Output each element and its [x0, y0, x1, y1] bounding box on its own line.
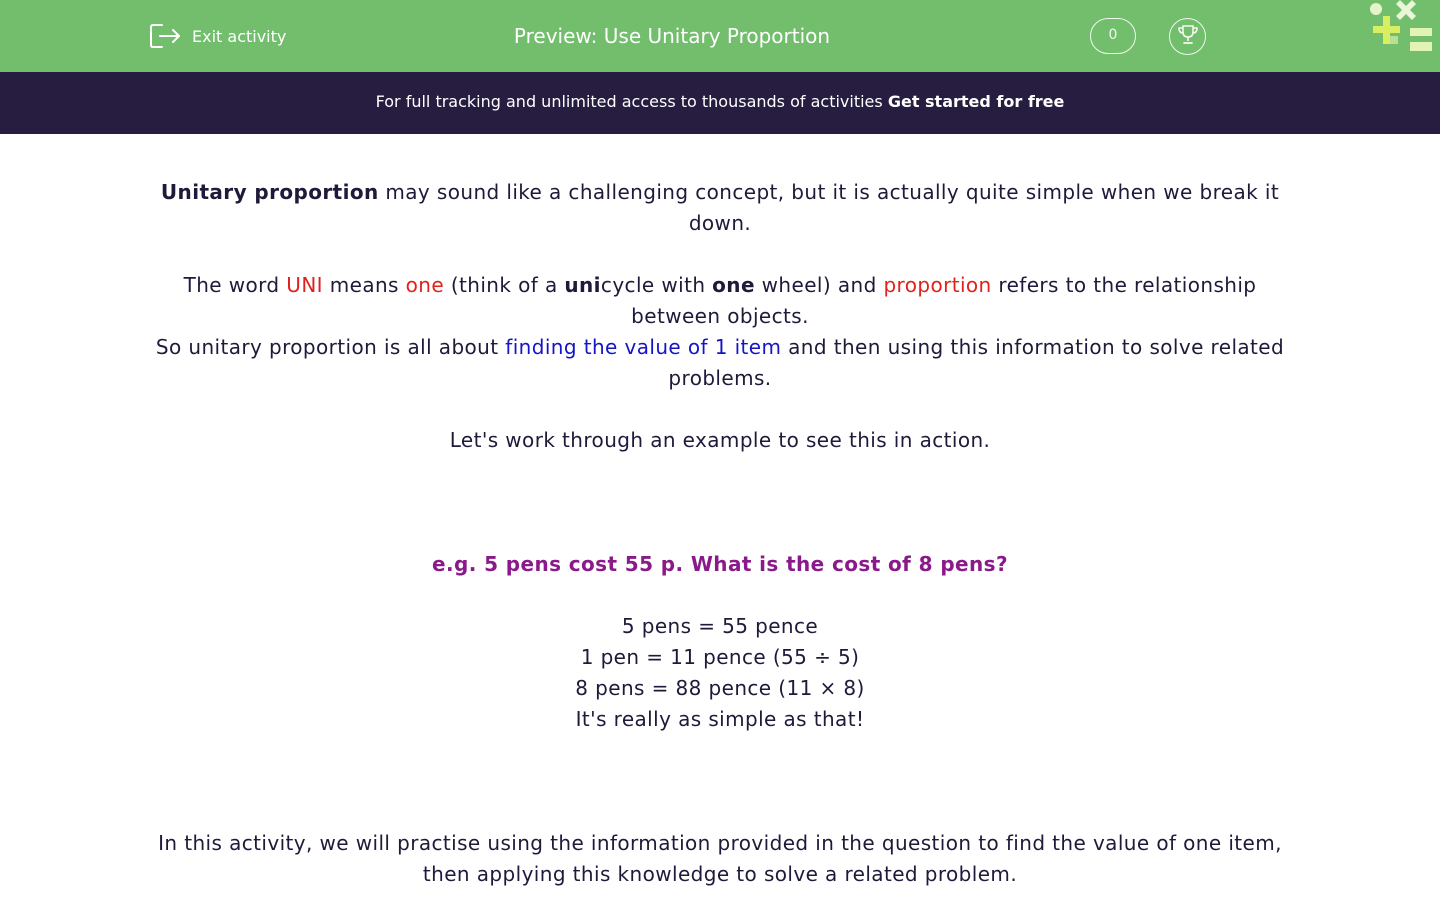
lesson-content — [150, 177, 1290, 890]
uni-explanation: The word UNI means one (think of a unicycle with one wheel) and proportion refers to the relationship between objects. — [183, 273, 1257, 328]
working-line-1: 5 pens = 55 pence — [621, 614, 819, 638]
activity-description: In this activity, we will practise using the information provided in the question to find the value of one item, then applying this knowledge to solve a related problem. — [158, 831, 1282, 886]
page-title: Preview: Use Unitary Proportion — [513, 24, 831, 48]
get-started-link[interactable]: Get started for free — [887, 92, 1065, 111]
example-question: e.g. 5 pens cost 55 p. What is the cost of 8 pens? — [432, 552, 1008, 576]
top-bar — [0, 0, 1440, 72]
definition-paragraph: So unitary proportion is all about finding the value of 1 item and then using this information to solve related problems. — [155, 335, 1285, 390]
trophy-icon — [1176, 24, 1200, 50]
working-line-2: 1 pen = 11 pence (55 ÷ 5) — [580, 645, 860, 669]
score-badge: 0 — [1090, 18, 1136, 54]
example-intro: Let's work through an example to see this in action. — [449, 428, 991, 452]
exit-label: Exit activity — [192, 26, 287, 46]
banner-text: For full tracking and unlimited access to thousands of activities — [375, 92, 888, 111]
highlight-uni: UNI — [286, 273, 323, 297]
term-unitary-proportion: Unitary proportion — [160, 180, 379, 204]
working-line-3: 8 pens = 88 pence (11 × 8) — [575, 676, 865, 700]
brand-logo — [1366, 0, 1440, 58]
highlight-value-of-one: finding the value of 1 item — [505, 335, 782, 359]
highlight-one: one — [405, 273, 445, 297]
highlight-proportion: proportion — [883, 273, 992, 297]
working-conclusion: It's really as simple as that! — [575, 707, 865, 731]
trophy-button[interactable] — [1169, 18, 1206, 55]
intro-paragraph: Unitary proportion may sound like a challenging concept, but it is actually quite simple when we break it down. — [160, 180, 1280, 235]
signup-banner — [0, 72, 1440, 134]
